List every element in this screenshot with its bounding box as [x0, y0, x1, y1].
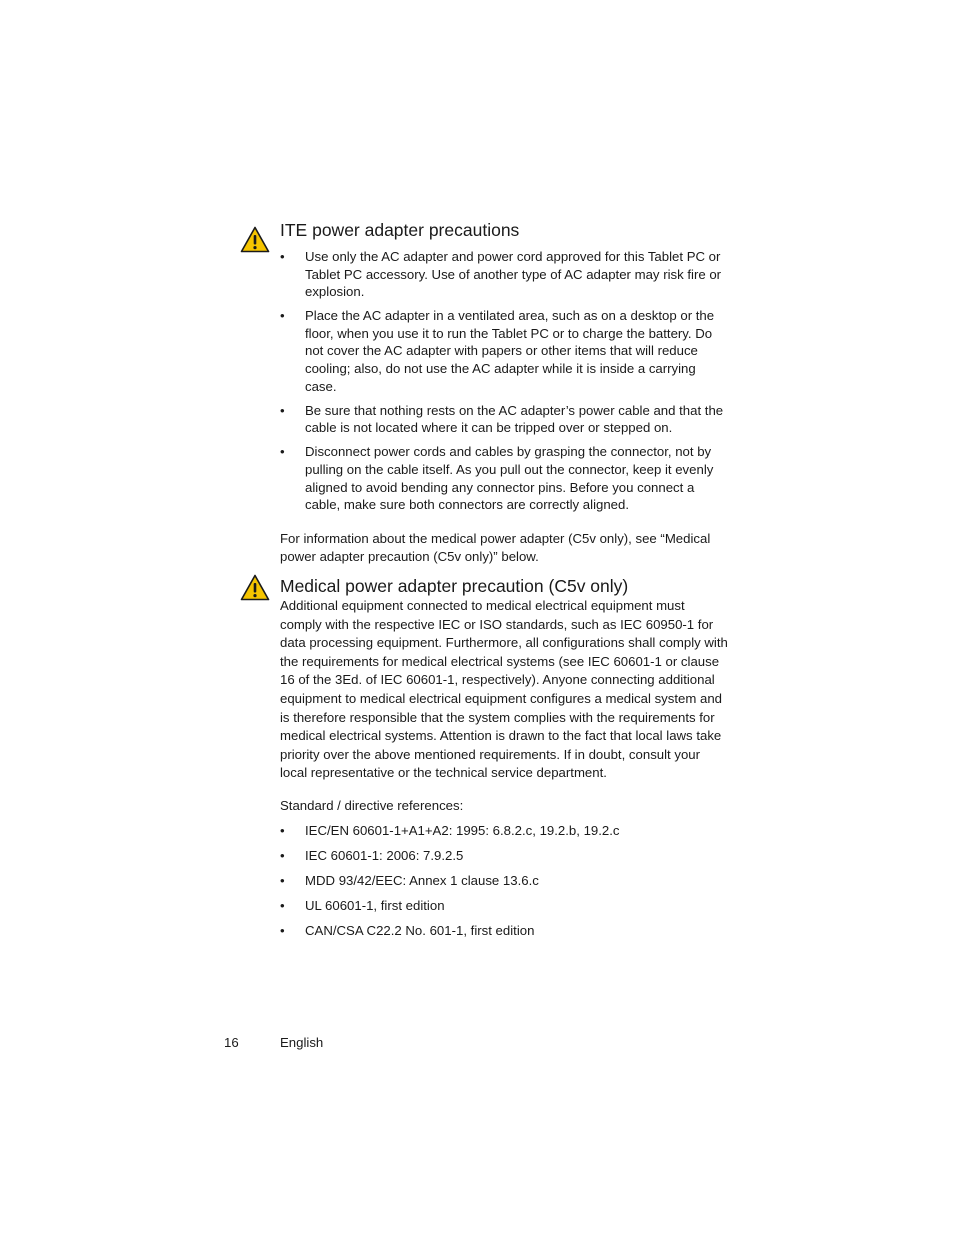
footer-language: English: [280, 1035, 324, 1050]
section-heading: Medical power adapter precaution (C5v only): [280, 576, 629, 596]
list-item: • UL 60601-1, first edition: [280, 897, 445, 913]
list-item: • IEC 60601-1: 2006: 7.9.2.5: [280, 847, 464, 863]
list-item: • Place the AC adapter in a ventilated area, such as on a desktop or the floor, when you use it to run the Tablet PC or to charge the battery. Do not cover the AC adapter with papers or other items that will reduce cooling; also, do not use the AC adapter while it is inside a carrying case.: [280, 308, 715, 394]
list-item: • Be sure that nothing rests on the AC adapter’s power cable and that the cable is not located where it can be tripped over or stepped on.: [280, 402, 724, 436]
references-list: [280, 822, 730, 940]
list-item: • Disconnect power cords and cables by grasping the connector, not by pulling on the cable itself. As you pull out the connector, keep it evenly aligned to avoid bending any connector pins. Before you connect a cable, make sure both connectors are correctly aligned.: [280, 444, 714, 513]
medical-body-paragraph: Additional equipment connected to medical electrical equipment must comply with the respective IEC or ISO standards, such as IEC 60950-1 for data processing equipment. Furthermore, all configurations shall comply with the requirements for medical electrical systems (see IEC 60601-1 or clause 16 of the 3Ed. of IEC 60601-1, respectively). Anyone connecting additional equipment to medical electrical equipment configures a medical system and is therefore responsible that the system complies with the requirements for medical electrical systems. Attention is drawn to the fact that local laws take priority over the above mentioned requirements. If in doubt, consult your local representative or the technical service department.: [280, 598, 728, 781]
section-content: [280, 597, 730, 947]
precautions-list: [280, 248, 730, 514]
section-heading: ITE power adapter precautions: [280, 220, 520, 240]
medical-adapter-note: For information about the medical power adapter (C5v only), see “Medical power adapter precaution (C5v only)” below.: [280, 530, 711, 565]
warning-triangle-icon: [240, 226, 270, 253]
references-label: Standard / directive references:: [280, 797, 464, 813]
list-item: • MDD 93/42/EEC: Annex 1 clause 13.6.c: [280, 872, 539, 888]
list-item: • CAN/CSA C22.2 No. 601-1, first edition: [280, 922, 535, 938]
section-content: [280, 248, 730, 567]
page-number: 16: [224, 1035, 239, 1050]
warning-triangle-icon: [240, 574, 270, 601]
list-item: • Use only the AC adapter and power cord approved for this Tablet PC or Tablet PC accessory. Use of another type of AC adapter may risk fire or explosion.: [280, 249, 722, 300]
list-item: • IEC/EN 60601-1+A1+A2: 1995: 6.8.2.c, 19.2.b, 19.2.c: [280, 822, 620, 838]
